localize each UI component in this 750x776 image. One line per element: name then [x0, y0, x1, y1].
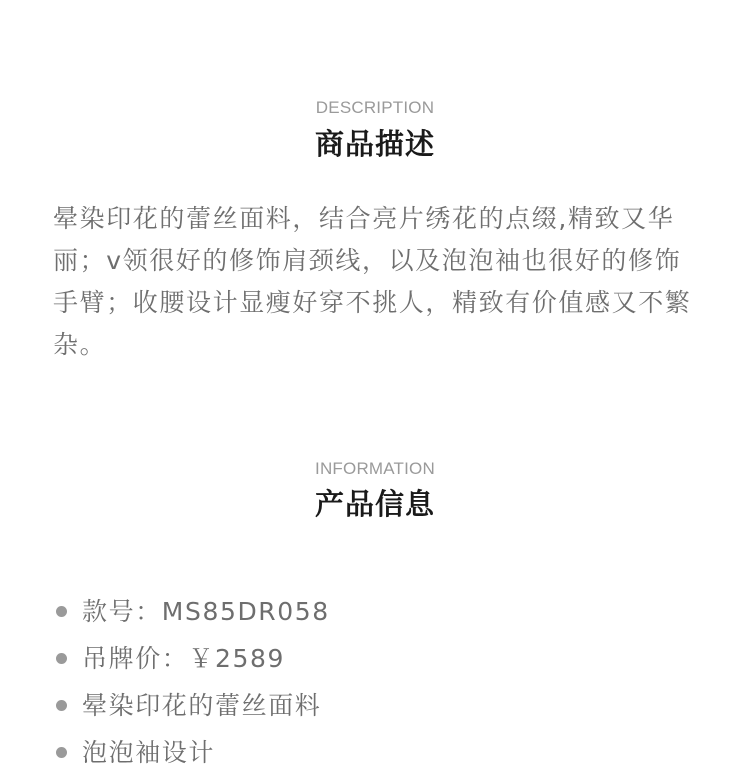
bullet-dot [56, 606, 67, 617]
description-heading-zh: 商品描述 [314, 127, 435, 161]
information-heading-en: INFORMATION [315, 459, 435, 478]
information-item-text: 泡泡袖设计 [82, 738, 216, 767]
information-item-text: 吊牌价：￥2589 [82, 644, 286, 673]
information-heading-zh: 产品信息 [314, 487, 435, 521]
information-item [56, 588, 330, 635]
information-item [56, 635, 330, 682]
information-list [56, 588, 330, 776]
bullet-dot [56, 747, 67, 758]
bullet-dot [56, 653, 67, 664]
information-item [56, 682, 330, 729]
information-item-text: 晕染印花的蕾丝面料 [82, 691, 322, 720]
description-body: 晕染印花的蕾丝面料，结合亮片绣花的点缀,精致又华丽；v领很好的修饰肩颈线，以及泡泡袖也很好的修饰手臂；收腰设计显瘦好穿不挑人，精致有价值感又不繁杂。 [53, 204, 692, 359]
information-item [56, 729, 330, 776]
bullet-dot [56, 700, 67, 711]
description-heading-en: DESCRIPTION [315, 98, 435, 117]
information-item-text: 款号：MS85DR058 [82, 597, 330, 626]
